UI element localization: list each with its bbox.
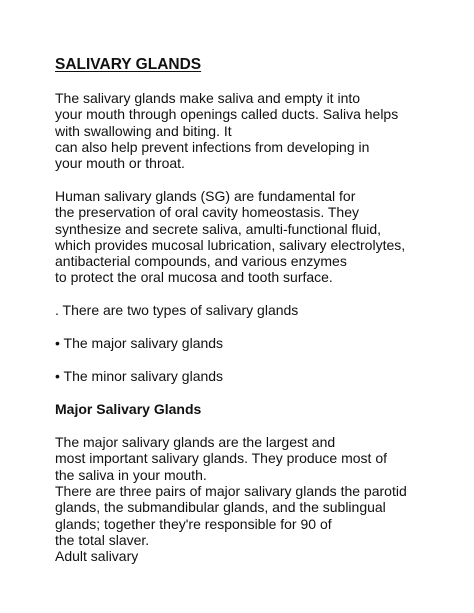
homeostasis-line-2: the preservation of oral cavity homeostasis. They [55, 204, 360, 221]
intro-line-5: your mouth or throat. [55, 155, 185, 172]
intro-line-2: your mouth through openings called ducts. Saliva helps [55, 106, 399, 123]
major-line-8: Adult salivary [55, 548, 139, 565]
homeostasis-line-3: synthesize and secrete saliva, amulti-functional fluid, [55, 220, 382, 237]
homeostasis-line-4: which provides mucosal lubrication, salivary electrolytes, [55, 236, 406, 253]
homeostasis-paragraph [55, 188, 465, 286]
major-line-7: the total slaver. [55, 531, 150, 548]
intro-line-4: can also help prevent infections from developing in [55, 138, 370, 155]
major-line-5: glands, the submandibular glands, and the sublingual [55, 499, 386, 516]
homeostasis-line-1: Human salivary glands (SG) are fundamental for [55, 187, 356, 204]
major-line-4: There are three pairs of major salivary glands the parotid [55, 483, 407, 500]
types-intro-text: . There are two types of salivary glands [55, 302, 299, 319]
intro-line-1: The salivary glands make saliva and empty it into [55, 90, 361, 106]
homeostasis-line-6: to protect the oral mucosa and tooth surface. [55, 269, 333, 286]
major-glands-heading: Major Salivary Glands [55, 401, 202, 418]
major-glands-paragraph [55, 434, 465, 564]
major-line-2: most important salivary glands. They produce most of [55, 450, 388, 467]
intro-paragraph [55, 90, 465, 171]
document-title: SALIVARY GLANDS [55, 56, 202, 73]
bullet-minor [55, 368, 465, 384]
major-line-1: The major salivary glands are the largest and [55, 434, 336, 451]
document-page [55, 55, 465, 565]
types-intro [55, 302, 465, 318]
intro-line-3: with swallowing and biting. It [55, 122, 232, 139]
bullet-major [55, 335, 465, 351]
bullet-major-text: • The major salivary glands [55, 335, 224, 352]
major-line-6: glands; together they're responsible for 90 of [55, 515, 332, 532]
bullet-minor-text: • The minor salivary glands [55, 367, 224, 384]
homeostasis-line-5: antibacterial compounds, and various enzymes [55, 253, 347, 270]
major-line-3: the saliva in your mouth. [55, 466, 207, 483]
